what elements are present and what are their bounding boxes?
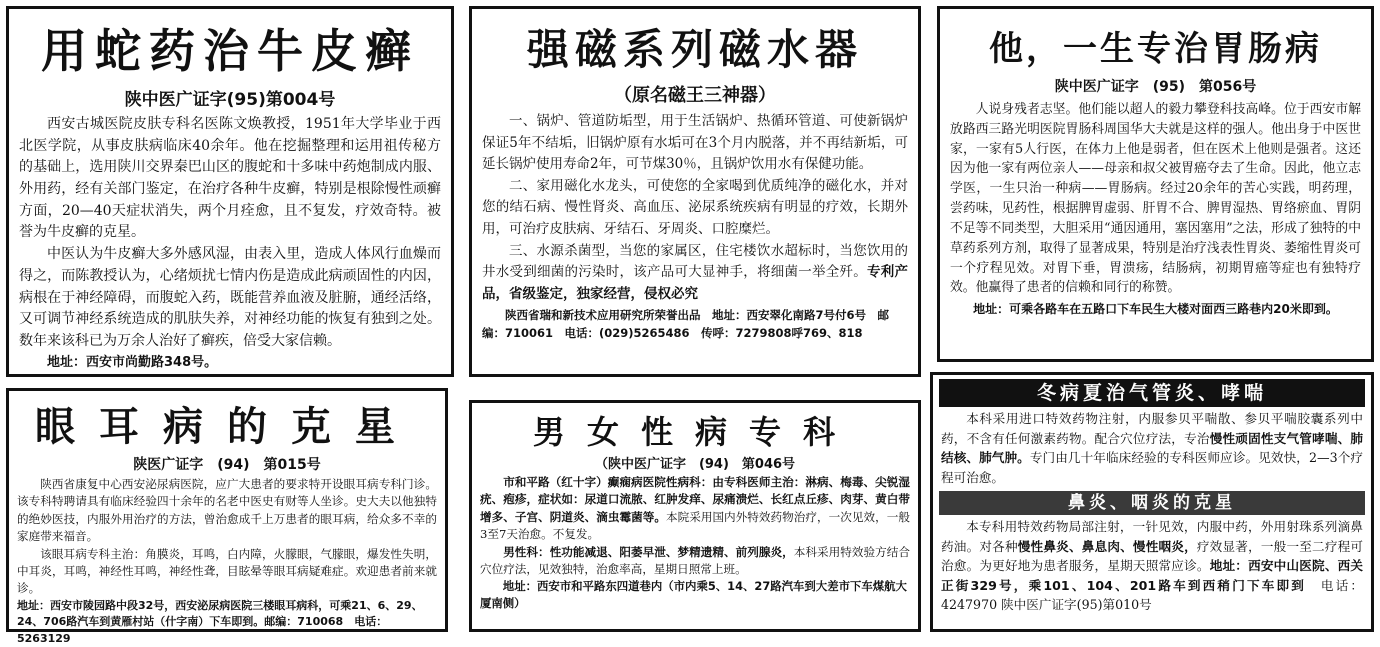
ad-stomach-title: 他，一生专治胃肠病 bbox=[989, 29, 1322, 69]
ad-eye-title: 眼耳病的克星 bbox=[35, 404, 419, 450]
ad-snake-medicine bbox=[6, 6, 454, 377]
ad-magnet-highlight: 专利产品，省级鉴定，独家经营，侵权必究 bbox=[482, 264, 908, 302]
ad-std-license: （陕中医广证字 (94) 第046号 bbox=[594, 457, 796, 472]
ad-asthma-banner: 冬病夏治气管炎、哮喘 bbox=[939, 379, 1365, 407]
ad-std-p2-symptoms: 性功能减退、阳萎早泄、梦精遗精、前列腺炎， bbox=[549, 544, 794, 559]
ad-eye-para2: 该眼耳病专科主治：角膜炎，耳鸣，白内障，火朦眼，气朦眼，爆发性失明，中耳炎，耳鸣，神经性耳鸣，神经性聋，目眩晕等眼耳病疑难症。欢迎患者前来就诊。 bbox=[17, 546, 437, 596]
ad-asthma-para-b: 专门由几十年临床经验的专科医师应诊。见效快，2—3个疗程可治愈。 bbox=[941, 450, 1363, 485]
ad-asthma-para-a: 本科采用进口特效药物注射，内服参贝平喘散、参贝平喘胶囊系列中药，不含有任何激素药物。配合穴位疗法，专治 bbox=[941, 411, 1363, 446]
ad-std-p1-rest: 本院采用国内外特效药物治疗，一次见效，一般3至7天治愈。不复发。 bbox=[480, 509, 910, 542]
ad-snake-license: 陕中医广证字(95)第004号 bbox=[124, 90, 336, 110]
ad-magnet-para1: 一、锅炉、管道防垢型，用于生活锅炉、热循环管道、可使新锅炉保证5年不结垢，旧锅炉原有水垢可在3个月内脱落，并不再结新垢，可延长锅炉使用寿命2年，可节煤30％，且锅炉饮用水有保健功能。 bbox=[482, 113, 908, 173]
ad-std-p2-lead: 男性科： bbox=[503, 544, 550, 559]
ad-std-p2-rest: 本科采用特效验方结合穴位疗法，见效独特，治愈率高，星期日照常上班。 bbox=[480, 544, 910, 576]
ad-asthma-rhinitis bbox=[930, 372, 1374, 632]
ad-std-clinic bbox=[469, 400, 921, 632]
ad-std-title: 男女性病专科 bbox=[532, 413, 857, 451]
ad-snake-address: 地址：西安市尚勤路348号。 bbox=[47, 354, 218, 370]
ad-rhinitis-address: 地址：西安中山医院、西关正街329号，乘101、104、201路车到西稍门下车即到 bbox=[941, 558, 1364, 593]
ad-magnet-para2: 二、家用磁化水龙头，可使您的全家喝到优质纯净的磁化水，并对您的结石病、慢性肾炎、高血压、泌尿系统疾病有明显的疗效，长期外用，可治疗皮肤病、牙结石、牙周炎、口腔糜烂。 bbox=[482, 177, 908, 237]
ad-eye-license: 陕医广证字 (94) 第015号 bbox=[133, 457, 321, 473]
ad-magnet-para3: 三、水源杀菌型，当您的家属区，住宅楼饮水超标时，当您饮用的井水受到细菌的污染时，该产品可大显神手，将细菌一举全歼。 bbox=[482, 242, 908, 281]
ad-std-p1-lead: 市和平路（红十字）癫痫病医院性病科： bbox=[503, 475, 713, 489]
ad-magnet-subtitle: （原名磁王三神器） bbox=[614, 85, 776, 106]
ad-magnetic-water bbox=[469, 6, 921, 377]
ad-magnet-footer: 陕西省瑞和新技术应用研究所荣誉出品 地址：西安翠化南路7号付6号 邮编：710061 电话：(029)5265486 传呼：7279808呼769、818 bbox=[482, 308, 889, 341]
ad-stomach-address: 地址：可乘各路车在五路口下车民生大楼对面西三路巷内20米即到。 bbox=[973, 302, 1338, 317]
ad-snake-para2: 中医认为牛皮癣大多外感风湿，由表入里，造成人体风行血燥而得之，而陈教授认为，心绪烦扰七情内伤是造成此病顽固性的内因，病根在于神经障碍，而腹蛇入药，既能营养血液及脏腑，通经活络，又可调节神经系统造成的肌肤失养，对神经功能的恢复有独到之处。数年来该科已为万余人治好了癣疾，倍受大家信赖。 bbox=[19, 246, 441, 349]
ad-asthma-para-bold: 慢性顽固性支气管哮喘、肺结核、肺气肿。 bbox=[941, 430, 1364, 466]
ad-stomach-para1: 人说身残者志坚。他们能以超人的毅力攀登科技高峰。位于西安市解放路西三路光明医院胃肠科周国华大夫就是这样的强人。他出身于中医世家，一家有5人行医，在体力上他是弱者，但在医术上他则是强者。这还因为他一家有两位亲人——母亲和叔父被胃癌夺去了生命。因此，他立志学医，一生只治一种病——胃肠病。经过20余年的苦心实践，明药理，尝药味，见药性，根据脾胃虚弱、肝胃不合、脾胃湿热、胃络瘀血、胃阴不足等不同类型，大胆采用“通因通用，塞因塞用”之法，形成了独特的中草药系列方剂，取得了显著成果，特别是治疗浅表性胃炎、萎缩性胃炎可一个疗程见效。对胃下垂，胃溃疡，结肠病，初期胃癌等症也有独特疗效。他赢得了患者的信赖和同行的称赞。 bbox=[950, 102, 1361, 296]
ad-snake-title: 用蛇药治牛皮癣 bbox=[41, 24, 419, 78]
ad-snake-para1: 西安古城医院皮肤专科名医陈文焕教授，1951年大学毕业于西北医学院，从事皮肤病临床40余年。他在挖掘整理和运用祖传秘方的基础上，选用陕川交界秦巴山区的腹蛇和十多味中药炮制成内服、外用药，经有关部门鉴定，在治疗各种牛皮癣，特别是根除慢性顽癣方面，20—40天症状消失，两个月痊愈，且不复发，疗效奇特。被誉为牛皮癣的克星。 bbox=[19, 116, 441, 241]
ad-rhinitis-para-bold: 慢性鼻炎、鼻息肉、慢性咽炎， bbox=[1017, 538, 1197, 554]
ad-eye-address: 地址：西安市陵园路中段32号，西安泌尿病医院三楼眼耳病科，可乘21、6、29、24、706路汽车到黄雁村站（什字南）下车即到。邮编：710068 电话：5263129 bbox=[17, 598, 423, 645]
ad-stomach-license: 陕中医广证字 (95) 第056号 bbox=[1054, 79, 1257, 95]
ad-stomach-doctor bbox=[937, 6, 1374, 362]
ad-rhinitis-banner: 鼻炎、咽炎的克星 bbox=[939, 491, 1365, 515]
ad-std-p1-symptoms: 由专科医师主治：淋病、梅毒、尖锐湿疣、疱疹，症状如：尿道口流脓、红肿发痒、尿痛溃烂、长红点丘疹、肉芽、黄白带增多、子宫、阴道炎、滴虫霉菌等。 bbox=[480, 475, 910, 524]
ad-std-address: 地址：西安市和平路东四道巷内（市内乘5、14、27路汽车到大差市下车煤航大厦南侧） bbox=[480, 579, 907, 611]
ad-rhinitis-para-b: 疗效显著，一般一至二疗程可治愈。为更好地为患者服务，星期天照常应诊。 bbox=[941, 538, 1364, 574]
ad-rhinitis-contact: 电话：4247970 陕中医广证字(95)第010号 bbox=[941, 577, 1364, 613]
ad-magnet-title: 强磁系列磁水器 bbox=[526, 25, 863, 74]
ad-eye-para1: 陕西省康复中心西安泌尿病医院，应广大患者的要求特开设眼耳病专科门诊。该专科特聘请具有临床经验四十余年的名老中医史有财等人坐诊。史大夫以他独特的绝妙医技，内服外用治疗的方法，曾治愈成千上万患者的眼耳病，给众多不幸的家庭带来福音。 bbox=[17, 477, 437, 544]
ad-rhinitis-para-a: 本专科用特效药物局部注射，一针见效，内服中药，外用射珠系列滴鼻药油。对各种 bbox=[941, 519, 1363, 554]
ad-eye-ear bbox=[6, 388, 448, 645]
